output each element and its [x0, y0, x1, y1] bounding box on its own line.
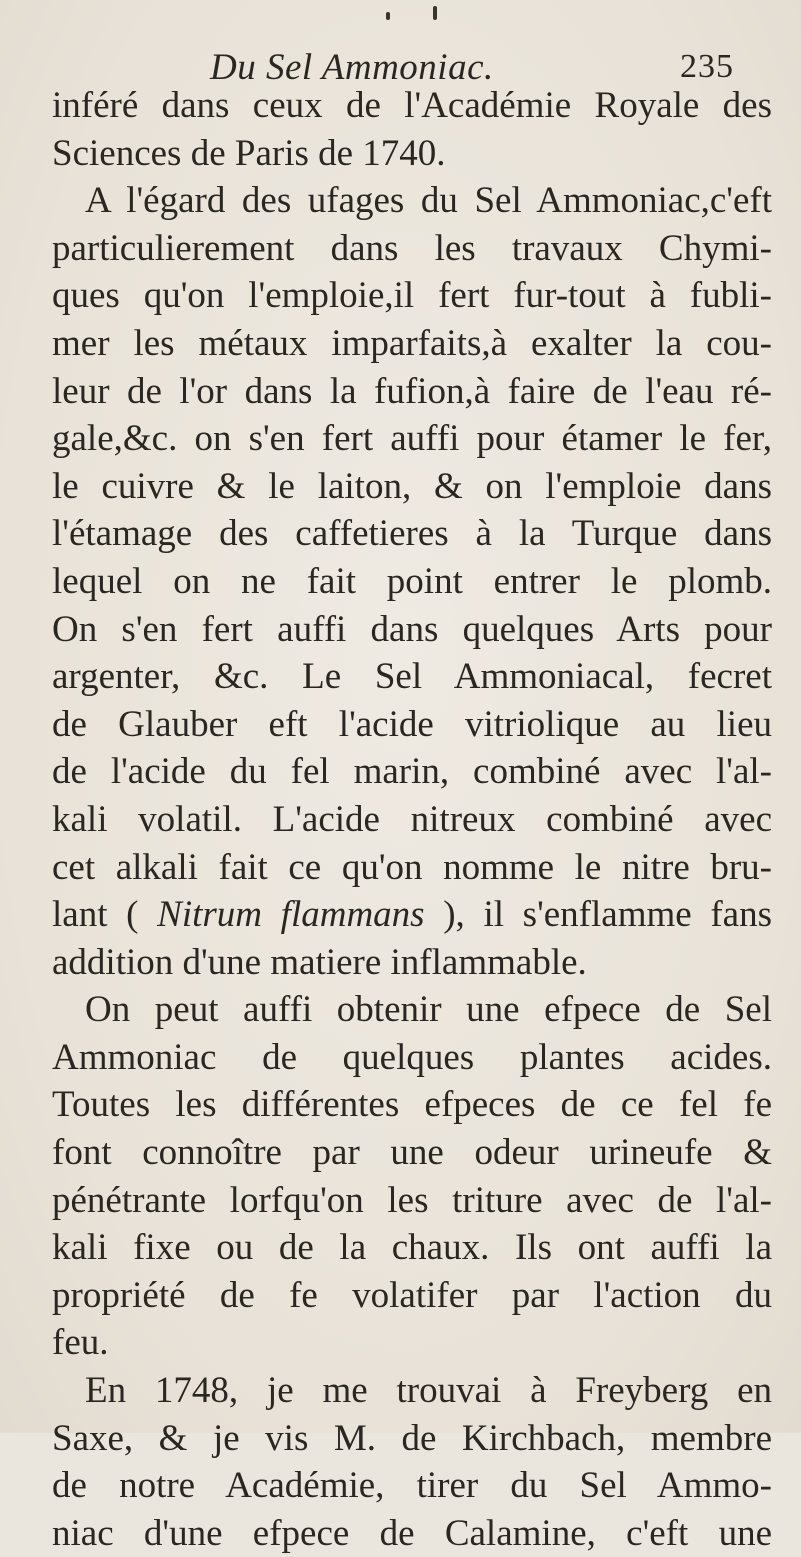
text-line: mer les métaux imparfaits,à exalter la cou-	[52, 322, 772, 364]
ink-speck	[433, 6, 437, 20]
text-line: cet alkali fait ce qu'on nomme le nitre bru-	[52, 846, 772, 888]
text-line: En 1748, je me trouvai à Freyberg en	[85, 1370, 772, 1412]
text-line: leur de l'or dans la fufion,à faire de l'eau ré-	[52, 370, 772, 412]
body-text	[52, 82, 772, 1557]
text-line: addition d'une matiere inflammable.	[52, 941, 587, 983]
text-line: niac d'une efpece de Calamine, c'eft une	[52, 1512, 772, 1554]
text-line: A l'égard des ufages du Sel Ammoniac,c'eft	[85, 180, 772, 222]
running-title: Du Sel Ammoniac.	[210, 47, 494, 88]
text-line: lant ( Nitrum flammans ), il s'enflamme fans	[52, 894, 772, 936]
text-line: gale,&c. on s'en fert auffi pour étamer le fer,	[52, 418, 772, 460]
page-number: 235	[680, 48, 734, 85]
text-line: pénétrante lorfqu'on les triture avec de l'al-	[52, 1179, 772, 1221]
text-line: lequel on ne fait point entrer le plomb.	[52, 560, 772, 602]
text-line: kali fixe ou de la chaux. Ils ont auffi la	[52, 1227, 772, 1269]
text-line: particulierement dans les travaux Chymi-	[52, 227, 772, 269]
text-line: Saxe, & je vis M. de Kirchbach, membre	[52, 1417, 772, 1459]
text-line: argenter, &c. Le Sel Ammoniacal, fecret	[52, 656, 772, 698]
text-line: le cuivre & le laiton, & on l'emploie dans	[52, 465, 772, 507]
text-line: de notre Académie, tirer du Sel Ammo-	[52, 1465, 772, 1507]
text-line: kali volatil. L'acide nitreux combiné avec	[52, 798, 772, 840]
text-line: ques qu'on l'emploie,il fert fur-tout à fubli-	[52, 275, 772, 317]
text-line: propriété de fe volatifer par l'action du	[52, 1274, 772, 1316]
text-line: font connoître par une odeur urineufe &	[52, 1132, 772, 1174]
text-line: On peut auffi obtenir une efpece de Sel	[85, 989, 772, 1031]
text-line: feu.	[52, 1322, 109, 1364]
text-line: l'étamage des caffetieres à la Turque dans	[52, 513, 772, 555]
running-header	[0, 38, 801, 88]
text-line: On s'en fert auffi dans quelques Arts pour	[52, 608, 772, 650]
ink-speck	[386, 12, 390, 20]
text-line: de Glauber eft l'acide vitriolique au lieu	[52, 703, 772, 745]
text-line: Sciences de Paris de 1740.	[52, 132, 446, 174]
text-line: Toutes les différentes efpeces de ce fel fe	[52, 1084, 772, 1126]
text-line: de l'acide du fel marin, combiné avec l'al-	[52, 751, 772, 793]
text-line: inféré dans ceux de l'Académie Royale des	[52, 85, 772, 126]
text-line: Ammoniac de quelques plantes acides.	[52, 1036, 772, 1078]
